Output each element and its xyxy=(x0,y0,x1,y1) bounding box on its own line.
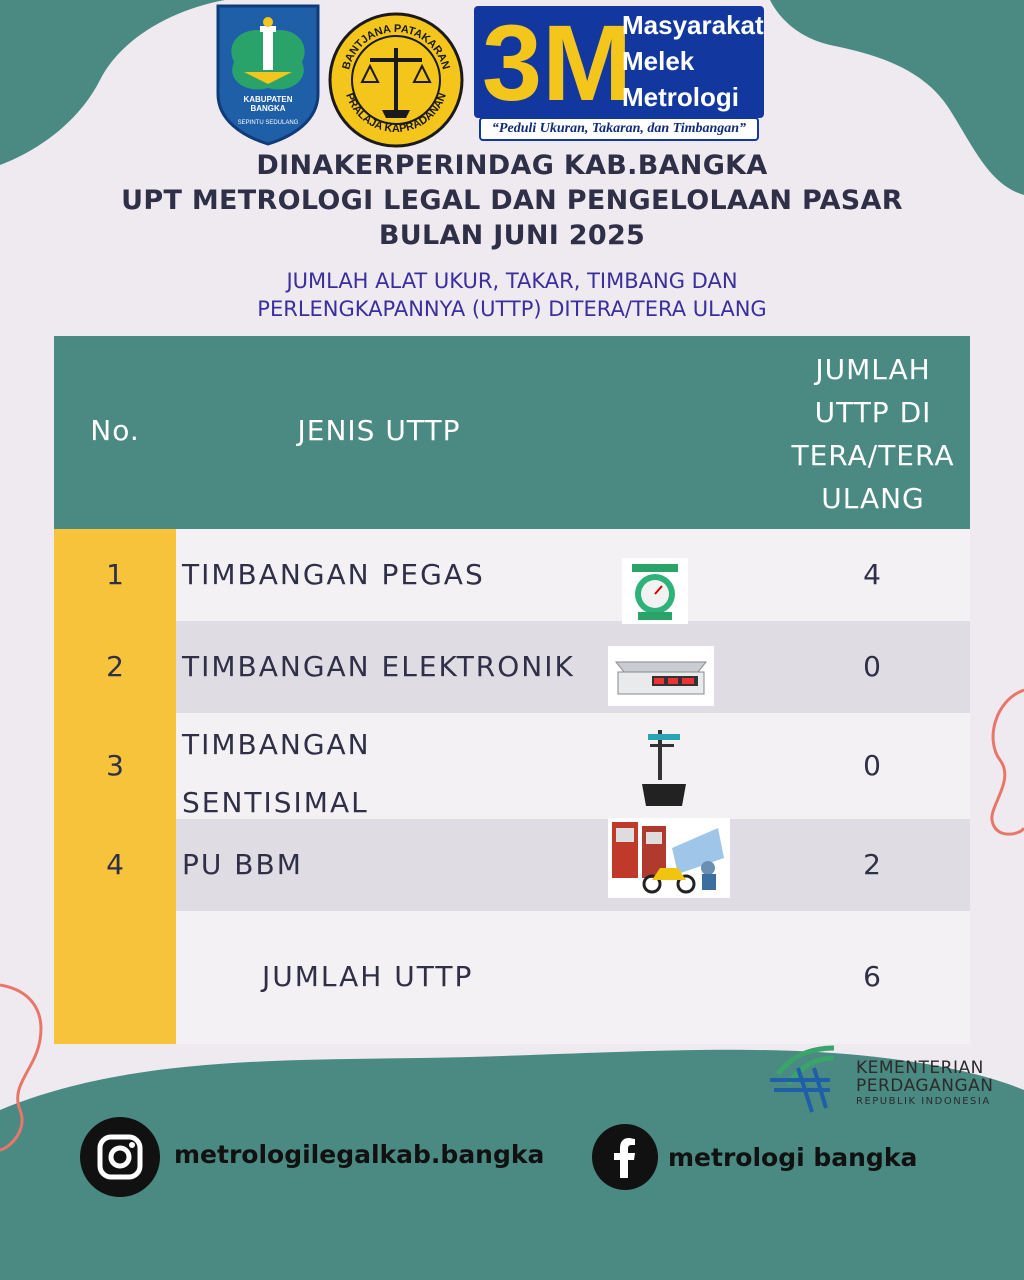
row-name-line1: TIMBANGAN xyxy=(182,728,371,761)
header-line3: BULAN JUNI 2025 xyxy=(378,220,646,251)
m3-line3: Metrologi xyxy=(622,82,739,112)
kementerian-line2: PERDAGANGAN xyxy=(856,1076,994,1096)
header-jumlah-1: JUMLAH xyxy=(815,353,931,386)
header-jumlah xyxy=(776,348,970,520)
header-line1: DINAKERPERINDAG KAB.BANGKA xyxy=(256,150,768,181)
row-name-line2: SENTISIMAL xyxy=(182,786,369,819)
m3-line2: Melek xyxy=(622,46,695,76)
kabupaten-motto: SEPINTU SEDULANG xyxy=(237,120,299,126)
kementerian-perdagangan-logo-icon xyxy=(768,1044,838,1114)
header-jumlah-3: TERA/TERA xyxy=(791,439,955,472)
row-name xyxy=(182,716,371,832)
electronic-scale-icon xyxy=(608,646,714,706)
kabupaten-line2: BANGKA xyxy=(250,104,286,113)
platform-scale-icon xyxy=(638,728,690,810)
instagram-icon[interactable] xyxy=(80,1117,160,1197)
header-line2: UPT METROLOGI LEGAL DAN PENGELOLAAN PASAR xyxy=(121,185,903,216)
seal-bottom-text: PRALAJA KAPRADANAN xyxy=(343,91,449,136)
kabupaten-bangka-logo xyxy=(214,2,322,146)
3m-masyarakat-melek-metrologi-logo xyxy=(474,2,764,142)
row-number: 2 xyxy=(106,650,124,683)
header-jumlah-2: UTTP DI xyxy=(814,396,932,429)
subtitle-line1: JUMLAH ALAT UKUR, TAKAR, TIMBANG DAN xyxy=(286,269,738,293)
number-column xyxy=(54,529,176,1044)
spring-scale-icon xyxy=(622,558,688,624)
row-number: 4 xyxy=(106,848,124,881)
row-value: 0 xyxy=(863,749,881,782)
row-value: 4 xyxy=(863,558,881,591)
instagram-handle[interactable]: metrologilegalkab.bangka xyxy=(174,1140,545,1169)
total-value: 6 xyxy=(863,960,881,993)
kementerian-line3: REPUBLIK INDONESIA xyxy=(856,1096,991,1107)
row-value: 0 xyxy=(863,650,881,683)
row-number: 1 xyxy=(106,558,124,591)
row-number: 3 xyxy=(106,749,124,782)
subtitle-line2: PERLENGKAPANNYA (UTTP) DITERA/TERA ULANG xyxy=(257,297,767,321)
header-jenis: JENIS UTTP xyxy=(297,414,461,447)
row-name: PU BBM xyxy=(182,848,303,881)
seal-top-text: BANTJANA PATAKARAN xyxy=(340,22,452,71)
row-name: TIMBANGAN ELEKTRONIK xyxy=(182,650,575,683)
kabupaten-line1: KABUPATEN xyxy=(243,95,293,104)
row-value: 2 xyxy=(863,848,881,881)
3m-big-text: 3M xyxy=(482,2,633,123)
m3-line1: Masyarakat xyxy=(622,10,764,40)
facebook-handle[interactable]: metrologi bangka xyxy=(668,1143,918,1172)
kementerian-line1: KEMENTERIAN xyxy=(856,1058,984,1078)
facebook-icon[interactable] xyxy=(592,1124,658,1190)
row-name: TIMBANGAN PEGAS xyxy=(182,558,485,591)
table-header xyxy=(54,336,970,529)
m3-tagline: “Peduli Ukuran, Takaran, dan Timbangan” xyxy=(491,121,747,136)
header-no: No. xyxy=(90,414,140,447)
header-jumlah-4: ULANG xyxy=(821,482,925,515)
fuel-pump-icon xyxy=(608,818,730,898)
uttp-table xyxy=(54,336,970,1044)
metrologi-seal-logo xyxy=(326,10,466,150)
total-label: JUMLAH UTTP xyxy=(262,960,474,993)
